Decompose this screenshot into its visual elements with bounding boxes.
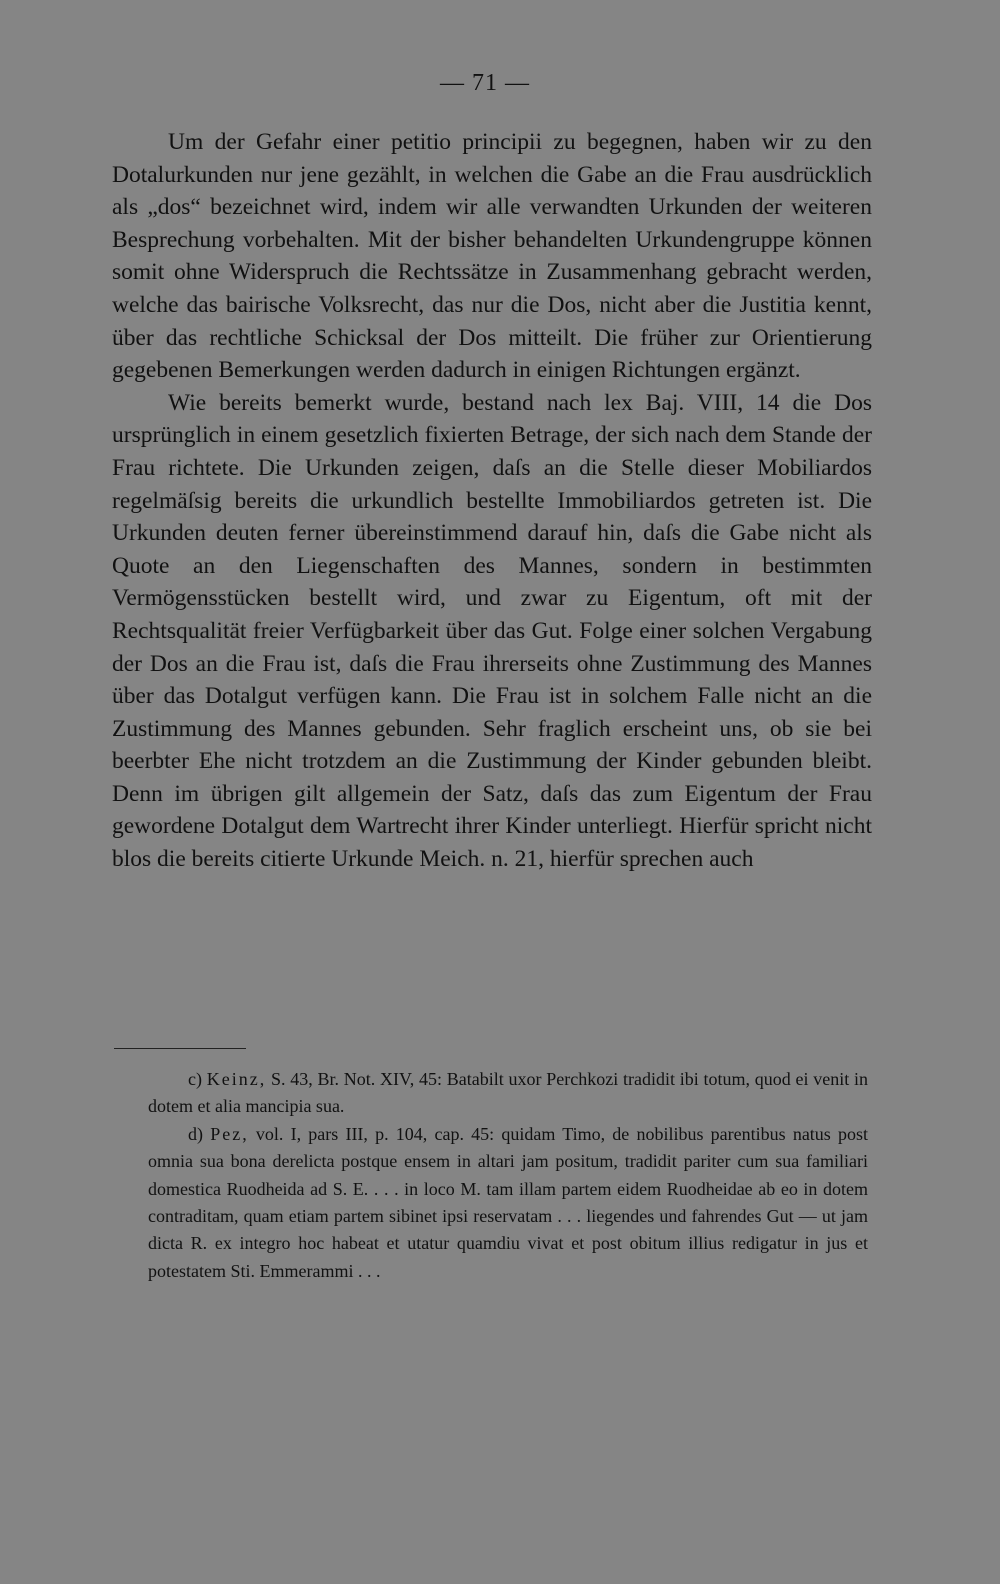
- footnote-d: [148, 1121, 868, 1285]
- paragraph-2: Wie bereits bemerkt wurde, bestand nach lex Baj. VIII, 14 die Dos ursprünglich in einem gesetzlich fixierten Betrage, der sich nach dem Stande der Frau richtete. Die Urkunden zeigen, daſs an die Stelle dieser Mobiliardos regelmäſsig bereits die urkundlich bestellte Immobiliardos getreten ist. Die Urkunden deuten ferner übereinstimmend darauf hin, daſs die Gabe nicht als Quote an den Liegenschaften des Mannes, sondern in bestimmten Vermögensstücken bestellt wird, und zwar zu Eigentum, oft mit der Rechtsqualität freier Verfügbarkeit über das Gut. Folge einer solchen Vergabung der Dos an die Frau ist, daſs die Frau ihrerseits ohne Zustimmung des Mannes über das Dotalgut verfügen kann. Die Frau ist in solchem Falle nicht an die Zustimmung des Mannes gebunden. Sehr fraglich erscheint uns, ob sie bei beerbter Ehe nicht trotzdem an die Zustimmung der Kinder gebunden bleibt. Denn im übrigen gilt allgemein der Satz, daſs das zum Eigentum der Frau gewordene Dotalgut dem Wartrecht ihrer Kinder unterliegt. Hierfür spricht nicht blos die bereits citierte Urkunde Meich. n. 21, hierfür sprechen auch: [112, 389, 872, 873]
- footnotes: [148, 1066, 868, 1285]
- footnote-mark: d): [188, 1123, 203, 1144]
- footnote-c: [148, 1066, 868, 1121]
- footnote-text: vol. I, pars III, p. 104, cap. 45: quidam Timo, de nobilibus parentibus natus post omnia sua bona derelicta postque ensem in altari jam positum, tradidit pariter cum sua familiari domestica Ruodheida ad S. E. . . . in loco M. tam illam partem eidem Ruodheidae ab eo in dotem contraditam, quam etiam partem sibinet ipsi reservatam . . . liegendes und fahrendes Gut — ut jam dicta R. ex integro hoc habeat et utatur quamdiu vivat et post obitum illius redigatur in jus et potestatem Sti. Emmerammi . . .: [148, 1123, 869, 1281]
- footnote-mark: c): [188, 1069, 202, 1089]
- footnote-author: Keinz,: [206, 1069, 267, 1089]
- footnote-text: S. 43, Br. Not. XIV, 45: Batabilt uxor Perchkozi tradidit ibi totum, quod ei venit in dotem et alia mancipia sua.: [148, 1069, 869, 1117]
- paragraph-1: Um der Gefahr einer petitio principii zu begegnen, haben wir zu den Dotalurkunden nur jene gezählt, in welchen die Gabe an die Frau ausdrücklich als „dos“ bezeichnet wird, indem wir alle verwandten Urkunden der weiteren Besprechung vorbehalten. Mit der bisher behandelten Urkundengruppe können somit ohne Widerspruch die Rechtssätze in Zusammenhang gebracht werden, welche das bairische Volksrecht, das nur die Dos, nicht aber die Justitia kennt, über das rechtliche Schicksal der Dos mitteilt. Die früher zur Orientierung gegebenen Bemerkungen werden dadurch in einigen Richtungen ergänzt.: [112, 129, 872, 384]
- page-number: — 71 —: [440, 70, 530, 96]
- footnote-author: Pez,: [210, 1123, 249, 1144]
- footnote-divider: [114, 1048, 246, 1049]
- main-text: [112, 126, 872, 876]
